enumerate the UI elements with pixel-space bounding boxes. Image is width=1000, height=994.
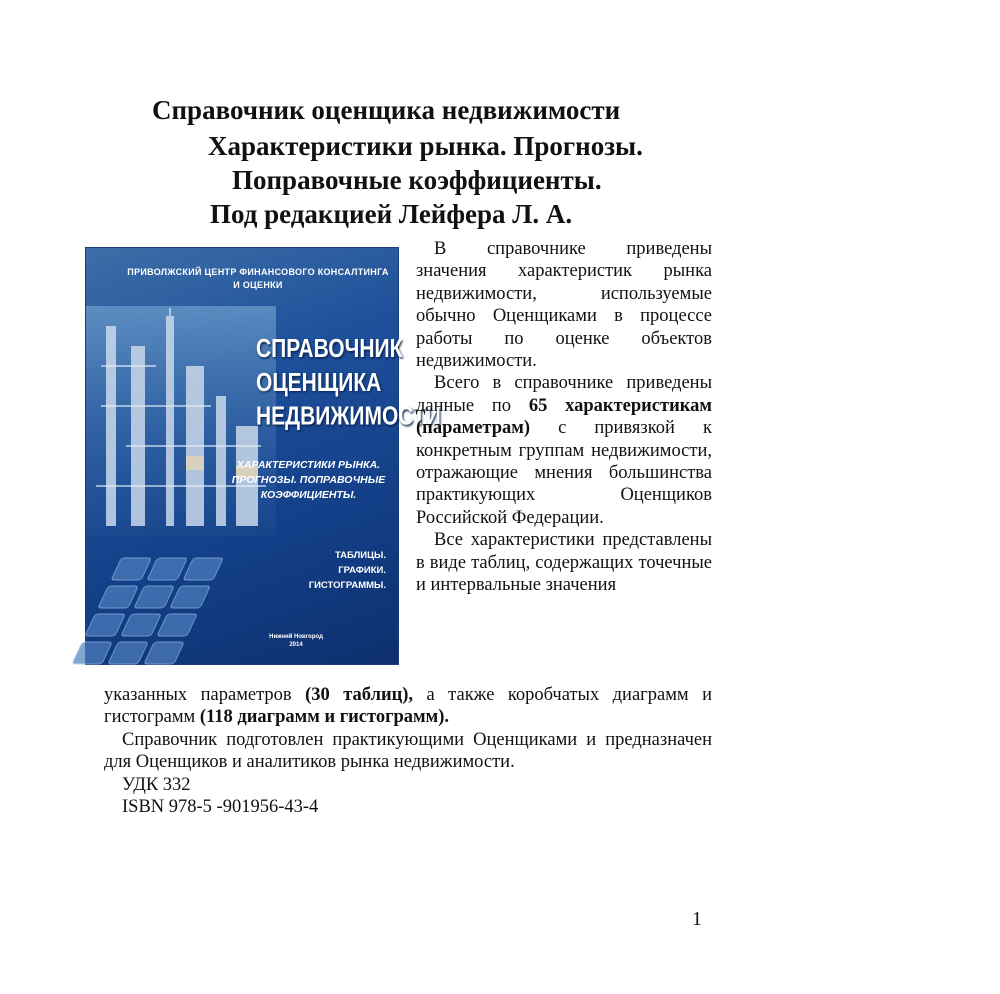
page-number: 1 <box>692 908 702 930</box>
paragraph-total-bold: 65 характеристикам (параметрам) <box>416 395 712 439</box>
cover-contents-histograms: ГИСТОГРАММЫ. <box>308 580 386 591</box>
isbn-code: ISBN 978-5 -901956-43-4 <box>122 797 319 818</box>
udk-code: УДК 332 <box>122 774 191 795</box>
cover-imprint <box>256 633 336 649</box>
paragraph-prepared: Справочник подготовлен практикующими Оценщиками и предназначен для Оценщиков и аналитиков рынка недвижимости. <box>104 729 712 773</box>
paragraph-all-cont <box>104 684 712 729</box>
doc-title-line-3: Поправочные коэффициенты. <box>232 165 602 195</box>
cover-title-line-2: ОЦЕНЩИКА <box>256 368 382 397</box>
paragraph-all-bold-diagrams: (118 диаграмм и гистограмм). <box>199 707 450 728</box>
paragraph-all-bold-tables: (30 таблиц), <box>305 685 414 705</box>
cover-contents-tables: ТАБЛИЦЫ. <box>334 550 386 561</box>
doc-title-line-2: Характеристики рынка. Прогнозы. <box>208 131 643 161</box>
full-width-text <box>104 684 712 818</box>
right-column-text <box>416 238 712 597</box>
doc-editor-line: Под редакцией Лейфера Л. А. <box>210 199 573 229</box>
paragraph-total-end: с привязкой к конкретным группам недвижимости, отражающие мнения большинства практикующих Оценщиков Российской Федерации. <box>416 418 712 528</box>
book-cover-image <box>86 248 441 664</box>
paragraph-total-start: Всего в справочнике приведены данные по <box>416 373 712 416</box>
cover-contents-graphs: ГРАФИКИ. <box>338 565 386 576</box>
paragraph-total <box>416 372 712 529</box>
paragraph-intro: В справочнике приведены значения характеристик рынка недвижимости, используемые обычно Оценщиками в процессе работы по оценке объектов недвижимости. <box>416 239 712 372</box>
cover-publisher: ПРИВОЛЖСКИЙ ЦЕНТР ФИНАНСОВОГО КОНСАЛТИНГА И ОЦЕНКИ <box>127 267 389 290</box>
paragraph-all-cont-a: указанных параметров <box>104 685 306 705</box>
cover-contents <box>286 548 386 593</box>
cover-main-title <box>256 332 441 433</box>
cover-year: 2014 <box>289 642 303 648</box>
paragraph-all-mid: а также коробчатых диаграмм и гистограмм <box>104 685 712 728</box>
cover-title-line-3: НЕДВИЖИМОСТИ <box>256 402 441 431</box>
doc-title-line-1: Справочник оценщика недвижимости <box>152 95 621 125</box>
paragraph-all-start: Все характеристики представлены в виде таблиц, содержащих точечные и интервальные значения <box>416 530 712 596</box>
calculator-keys-illustration <box>66 548 296 688</box>
cover-city: Нижний Новгород <box>269 634 323 640</box>
cover-title-line-1: СПРАВОЧНИК <box>256 334 403 364</box>
cover-subtitle: ХАРАКТЕРИСТИКИ РЫНКА. ПРОГНОЗЫ. ПОПРАВОЧНЫЕ КОЭФФИЦИЕНТЫ. <box>231 459 386 501</box>
